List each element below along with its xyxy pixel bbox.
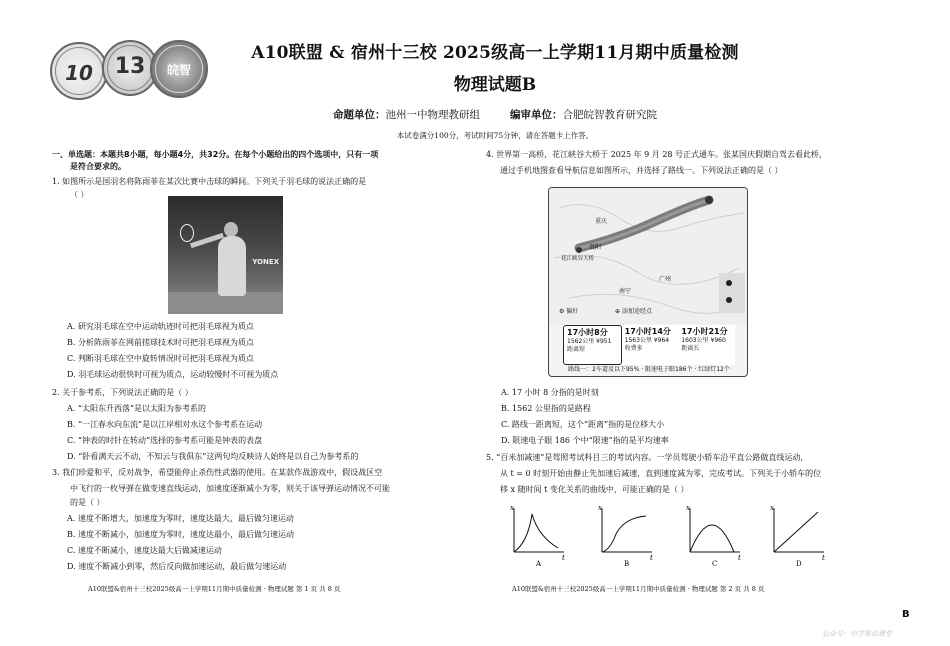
q1-option-c: C. 判断羽毛球在空中旋转情况时可把羽毛球视为质点	[67, 354, 254, 363]
reviewer: 合肥皖智教育研究院	[562, 109, 657, 121]
map-preference-label: 偏好	[566, 308, 579, 315]
q1-stem-line-1: 1. 如图所示是国羽名将陈雨菲在某次比赛中击球的瞬间。下列关于羽毛球的说法正确的是	[52, 177, 367, 186]
q2-option-c: C. “钟表的时针在转动”选择的参考系可能是钟表的表盘	[67, 436, 263, 445]
route-option-3[interactable]	[678, 325, 735, 365]
reviewer-label: 编审单位：	[510, 109, 563, 121]
section-title-line-2: 是符合要求的。	[70, 162, 126, 171]
q4-stem-line-2: 通过手机地图查看导航信息如图所示，并选择了路线一。下列说法正确的是（ ）	[500, 166, 783, 175]
route-summary: 路线一：2车道及以下95% · 限速电子眼186个 · 红绿灯12个	[568, 366, 730, 373]
q3-option-c: C. 速度不断减小，速度达最大后做减速运动	[67, 546, 222, 555]
route-3-time: 17小时21分	[681, 327, 728, 336]
q5-stem-line-3: 移 x 随时间 t 变化关系的曲线中，可能正确的是（ ）	[500, 485, 689, 494]
q2-option-b: B. “一江春水向东流”是以江岸相对水这个参考系在运动	[67, 420, 263, 429]
graph-c-svg	[684, 502, 746, 568]
map-city-chongqing: 重庆	[595, 218, 608, 225]
section-title-line-1: 一、单选题：本题共8小题，每小题4分，共32分。在每个小题给出的四个选项中，只有一项	[52, 150, 379, 159]
route-2-time: 17小时14分	[624, 327, 671, 336]
route-1-tag: 距离短	[567, 346, 586, 354]
exam-note: 本试卷满分100分，考试时间75分钟，请在答题卡上作答。	[396, 131, 594, 140]
q1-option-b: B. 分析陈雨菲在网前搓球技术时可把羽毛球视为质点	[67, 338, 254, 347]
wanzhi-logo: 皖智	[150, 40, 208, 98]
route-1-time: 17小时8分	[567, 328, 608, 337]
q3-option-a: A. 速度不断增大，加速度为零时，速度达最大，最后做匀速运动	[67, 514, 294, 523]
q3-stem-line-3: 的是（ ）	[70, 498, 105, 507]
graph-c-label: C	[712, 560, 718, 568]
map-city-nanning: 南宁	[619, 288, 632, 295]
navigation-map	[548, 187, 748, 377]
graph-b-curve	[602, 516, 646, 552]
route-option-2[interactable]	[622, 325, 679, 365]
graph-b-label: B	[624, 560, 630, 568]
graph-b-svg	[596, 502, 658, 568]
q4-option-a: A. 17 小时 8 分指的是时刻	[501, 388, 599, 397]
route-3-distance: 1603公里 ¥960	[681, 337, 726, 345]
graph-a-svg	[508, 502, 570, 568]
route-2-tag: 收费多	[624, 345, 643, 353]
map-preference-button[interactable]: ⚙ 偏好	[559, 308, 579, 315]
graph-b-y-label: x	[598, 504, 602, 512]
graph-d-curve	[774, 512, 818, 552]
q4-option-c: C. 路线一距离短，这个“距离”指的是位移大小	[501, 420, 665, 429]
graph-a	[508, 502, 570, 568]
graph-d-svg	[768, 502, 830, 568]
graph-a-x-label: t	[562, 554, 565, 562]
map-add-waypoint-button[interactable]: ⊕ 添加途经点	[615, 308, 652, 315]
q4-option-d: D. 限速电子眼 186 个中“限速”指的是平均速率	[501, 436, 669, 445]
q5-stem-line-1: 5. “百米加减速”是驾照考试科目三的考试内容。一学员驾驶小轿车沿平直公路做直线运动，	[486, 453, 809, 462]
map-add-waypoint-label: 添加途经点	[621, 308, 652, 315]
map-bridge-label: 花江峡谷大桥	[561, 256, 595, 262]
corner-mark: B	[902, 609, 910, 620]
alliance-logo: 10	[50, 42, 108, 100]
graph-a-y-label: x	[510, 504, 514, 512]
q1-option-d: D. 羽毛球运动很快时可视为质点，运动较慢时不可视为质点	[67, 370, 279, 379]
logo-badge-number: 13	[114, 54, 146, 79]
watermark: 公众号：中学英语课堂	[822, 630, 892, 638]
q3-option-d: D. 速度不断减小到零，然后反向做加速运动，最后做匀速运动	[67, 562, 287, 571]
right-page-footer: A10联盟&宿州十三校2025级高一上学期11月期中质量检测 · 物理试题 第 2 页 共 8 页	[512, 585, 765, 593]
units-line	[215, 108, 775, 122]
graph-a-curve	[514, 514, 558, 552]
proposer: 池州一中物理教研组	[385, 109, 480, 121]
exam-title: A10联盟 & 宿州十三校 2025级高一上学期11月期中质量检测	[251, 43, 739, 63]
route-3-tag: 距离长	[681, 345, 700, 353]
proposer-label: 命题单位：	[333, 109, 386, 121]
graph-c	[684, 502, 746, 568]
left-page-footer: A10联盟&宿州十三校2025级高一上学期11月期中质量检测 · 物理试题 第 1 页 共 8 页	[88, 585, 341, 593]
graph-b-x-label: t	[650, 554, 653, 562]
map-city-guangzhou: 广州	[659, 276, 672, 283]
badminton-photo	[168, 196, 283, 314]
graph-a-label: A	[536, 560, 542, 568]
q3-stem-line-2: 中飞行的一枚导弹在做变速直线运动，加速度逐渐减小为零，则关于该导弹运动情况不可能	[70, 484, 390, 493]
route-2-distance: 1563公里 ¥964	[624, 337, 670, 345]
graph-d-x-label: t	[822, 554, 825, 562]
q1-stem-line-2: （ ）	[70, 190, 89, 199]
graph-d-y-label: x	[770, 504, 774, 512]
logo-group	[40, 36, 210, 106]
route-1-distance: 1562公里 ¥951	[567, 338, 612, 346]
q2-option-d: D. “卧看满天云不动，不知云与我俱东”这两句均反映诗人始终是以自己为参考系的	[67, 452, 359, 461]
photo-ad-text: YONEX	[252, 258, 279, 266]
exam-subtitle: 物理试题B	[453, 75, 537, 95]
graph-c-x-label: t	[738, 554, 741, 562]
q1-option-a: A. 研究羽毛球在空中运动轨迹时可把羽毛球视为质点	[67, 322, 254, 331]
graph-b	[596, 502, 658, 568]
graph-c-curve	[690, 525, 734, 552]
route-options	[563, 325, 735, 365]
q4-stem-line-1: 4. 世界第一高桥，花江峡谷大桥于 2025 年 9 月 28 号正式通车。张某国庆假期自驾去看此桥，	[486, 150, 828, 159]
q3-stem-line-1: 3. 我们珍爱和平，反对战争，希望能停止杀伤性武器的使用。在某款作战游戏中，假设战区空	[52, 468, 383, 477]
q5-stem-line-2: 从 t = 0 时刻开始由静止先加速后减速，直到速度减为零，完成考试。下列关于小轿车的位	[500, 469, 822, 478]
q2-option-a: A. “太阳东升西落”是以太阳为参考系的	[67, 404, 207, 413]
graph-c-y-label: x	[686, 504, 690, 512]
q2-stem: 2. 关于参考系，下列说法正确的是（ ）	[52, 388, 193, 397]
route-option-1[interactable]	[563, 325, 622, 365]
map-city-guiyang: 贵阳	[589, 244, 602, 251]
graph-d-label: D	[796, 560, 802, 568]
q3-option-b: B. 速度不断减小，加速度为零时，速度达最小，最后做匀速运动	[67, 530, 294, 539]
graph-d	[768, 502, 830, 568]
q4-option-b: B. 1562 公里指的是路程	[501, 404, 591, 413]
